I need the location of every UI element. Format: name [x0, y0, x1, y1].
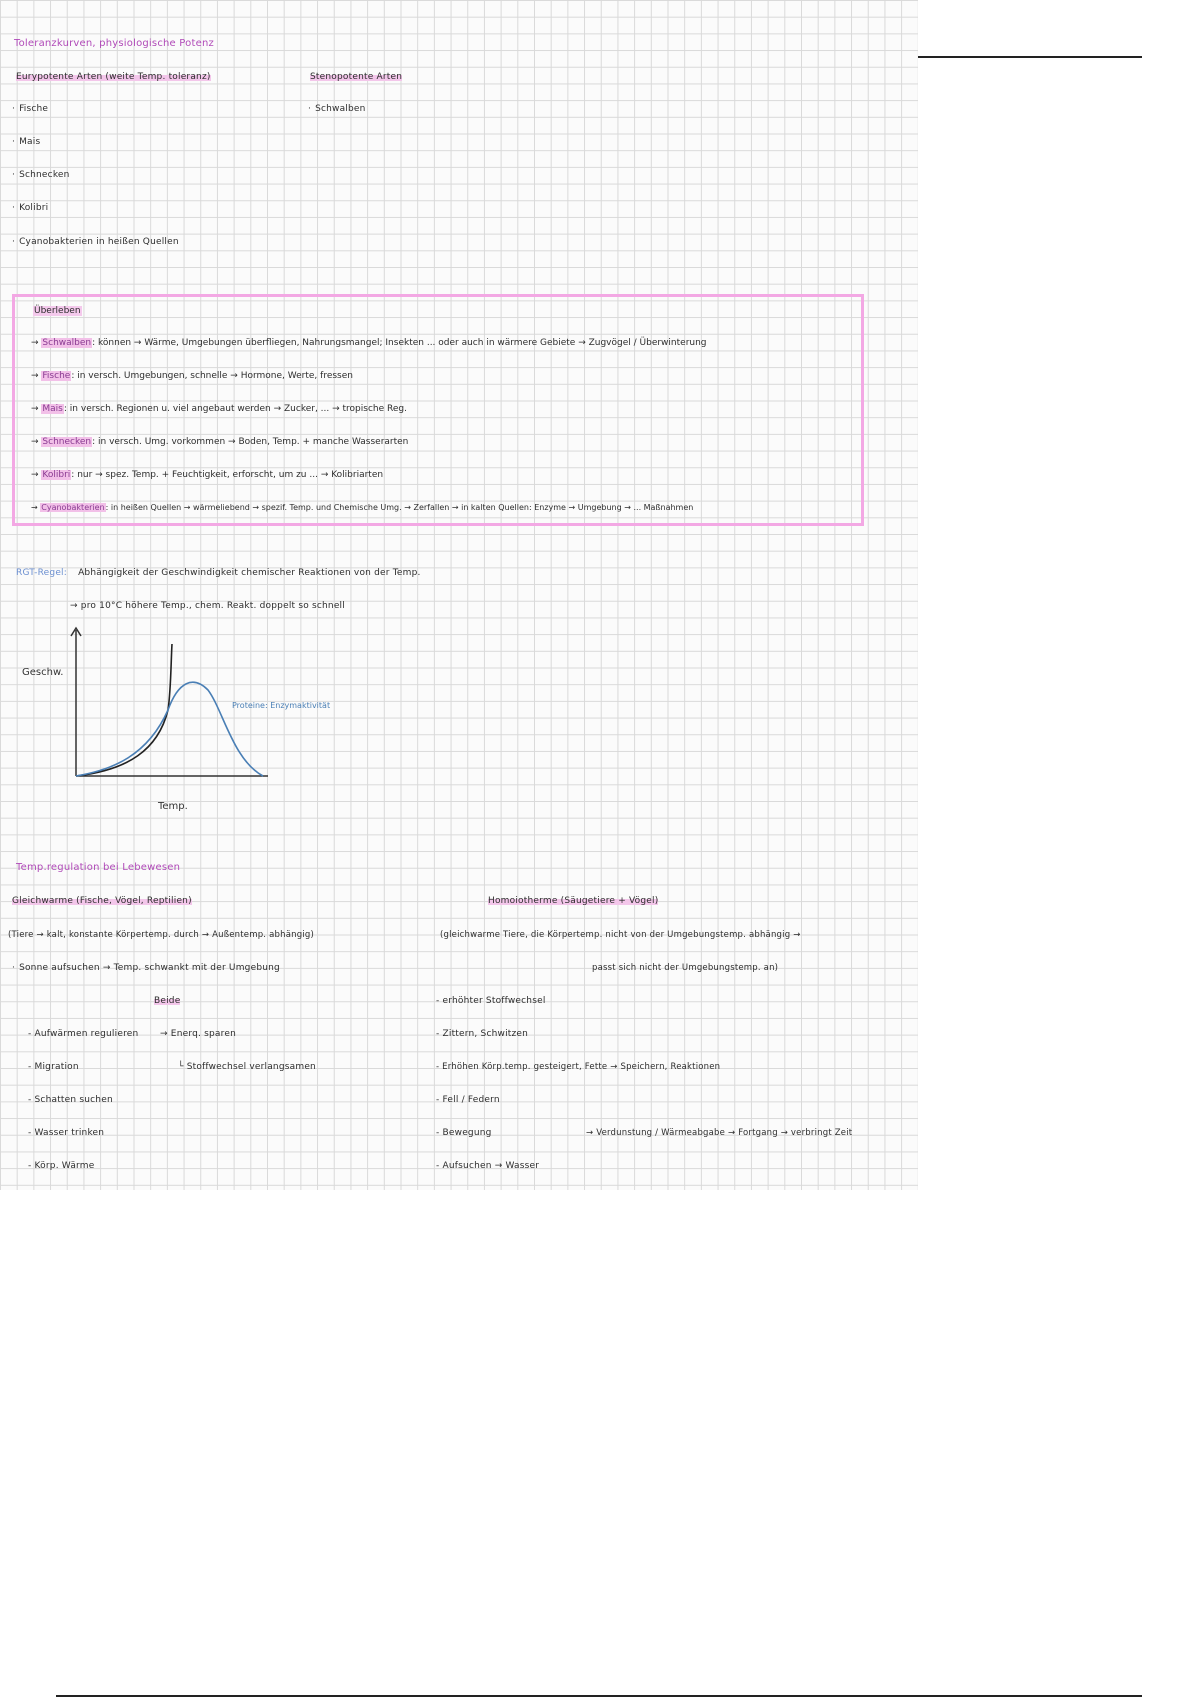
- box-line: → Kolibri: nur → spez. Temp. + Feuchtigkeit, erforscht, um zu ... → Kolibriarten: [31, 470, 384, 480]
- list-item: - Aufwärmen regulieren: [28, 1029, 139, 1039]
- thermo-right-arrow: → Verdunstung / Wärmeabgabe → Fortgang → verbringt Zeit: [586, 1128, 853, 1138]
- list-item: - Bewegung: [436, 1128, 492, 1138]
- box-key: Cyanobakterien: [41, 503, 105, 512]
- thermo-left-note: (Tiere → kalt, konstante Körpertemp. durch → Außentemp. abhängig): [8, 930, 314, 940]
- box-line: → Mais: in versch. Regionen u. viel angebaut werden → Zucker, ... → tropische Reg.: [31, 404, 407, 414]
- thermo-left-branch: └ Stoffwechsel verlangsamen: [178, 1062, 316, 1072]
- box-line: → Cyanobakterien: in heißen Quellen → wärmeliebend → spezif. Temp. und Chemische Umg. → Zerfallen → in kalten Quellen: Enzyme → Umgebung → ... Maßnahmen: [31, 503, 694, 512]
- top-rule: [918, 56, 1142, 58]
- box-key: Mais: [42, 404, 63, 414]
- list-item: - Körp. Wärme: [28, 1161, 95, 1171]
- rgt-sub: → pro 10°C höhere Temp., chem. Reakt. doppelt so schnell: [70, 601, 345, 611]
- box-text: in heißen Quellen → wärmeliebend → spezif. Temp. und Chemische Umg. → Zerfallen → in kalten Quellen: Enzyme → Umgebung → ... Maßnahmen: [110, 503, 694, 512]
- list-item: · Mais: [12, 136, 40, 148]
- list-item: - Aufsuchen → Wasser: [436, 1161, 540, 1171]
- list-item-text: Zittern, Schwitzen: [442, 1029, 529, 1039]
- list-item-text: erhöhter Stoffwechsel: [442, 996, 546, 1006]
- list-item-text: Bewegung: [442, 1128, 492, 1138]
- survival-box: [12, 294, 864, 526]
- thermo-left-branch-text: Stoffwechsel verlangsamen: [186, 1062, 316, 1072]
- right-col-heading: Stenopotente Arten: [310, 72, 403, 82]
- rgt-curve: [76, 644, 172, 776]
- list-item-text: Fell / Federn: [442, 1095, 500, 1105]
- box-heading-label: Überleben: [34, 306, 81, 316]
- box-text: nur → spez. Temp. + Feuchtigkeit, erforscht, um zu ... → Kolibriarten: [77, 470, 384, 480]
- list-item-text: Migration: [34, 1062, 79, 1072]
- box-text: in versch. Umg. vorkommen → Boden, Temp. + manche Wasserarten: [98, 437, 409, 447]
- rgt-title: RGT-Regel:: [16, 568, 67, 578]
- x-axis-label: Temp.: [158, 801, 188, 812]
- list-item: - erhöhter Stoffwechsel: [436, 996, 546, 1006]
- rgt-graph: [18, 620, 378, 820]
- list-item: - Wasser trinken: [28, 1128, 105, 1138]
- list-item-text: Aufwärmen regulieren: [34, 1029, 139, 1039]
- list-item-text: Körp. Wärme: [34, 1161, 95, 1171]
- box-text: in versch. Umgebungen, schnelle → Hormone, Werte, fressen: [77, 371, 353, 381]
- list-item: · Cyanobakterien in heißen Quellen: [12, 236, 179, 248]
- list-item: - Erhöhen Körp.temp. gesteigert, Fette → Speichern, Reaktionen: [436, 1062, 721, 1072]
- thermo-right-note: (gleichwarme Tiere, die Körpertemp. nicht von der Umgebungstemp. abhängig →: [440, 930, 801, 940]
- thermo-left-heading: Gleichwarme (Fische, Vögel, Reptilien): [12, 896, 192, 906]
- box-key: Schnecken: [42, 437, 92, 447]
- thermo-left-label: Beide: [154, 996, 181, 1006]
- thermo-left-sub: · Sonne aufsuchen → Temp. schwankt mit der Umgebung: [12, 962, 280, 974]
- list-item: · Schnecken: [12, 169, 70, 181]
- y-axis-label: Geschw.: [22, 667, 64, 678]
- list-item: - Migration: [28, 1062, 79, 1072]
- box-line: → Schwalben: können → Wärme, Umgebungen überfliegen, Nahrungsmangel; Insekten ... oder auch in wärmere Gebiete → Zugvögel / Überwinterung: [31, 338, 707, 348]
- list-item: · Kolibri: [12, 202, 48, 214]
- box-heading: [33, 305, 82, 317]
- list-item-text: Schatten suchen: [34, 1095, 113, 1105]
- box-line: → Schnecken: in versch. Umg. vorkommen → Boden, Temp. + manche Wasserarten: [31, 437, 409, 447]
- list-item: - Fell / Federn: [436, 1095, 500, 1105]
- bottom-rule: [56, 1695, 1142, 1697]
- list-item-text: Wasser trinken: [34, 1128, 105, 1138]
- list-item: - Schatten suchen: [28, 1095, 113, 1105]
- list-item-text: Erhöhen Körp.temp. gesteigert, Fette → Speichern, Reaktionen: [442, 1062, 721, 1072]
- thermo-title: Temp.regulation bei Lebewesen: [16, 862, 181, 873]
- box-key: Fische: [42, 371, 71, 381]
- list-item-text: Aufsuchen → Wasser: [442, 1161, 540, 1171]
- box-text: können → Wärme, Umgebungen überfliegen, Nahrungsmangel; Insekten ... oder auch in wärmere Gebiete → Zugvögel / Überwinterung: [98, 338, 707, 348]
- thermo-right-note2: passt sich nicht der Umgebungstemp. an): [592, 963, 779, 973]
- list-item: - Zittern, Schwitzen: [436, 1029, 529, 1039]
- box-key: Schwalben: [42, 338, 92, 348]
- box-text: in versch. Regionen u. viel angebaut werden → Zucker, ... → tropische Reg.: [69, 404, 407, 414]
- box-key: Kolibri: [42, 470, 71, 480]
- thermo-right-heading: Homoiotherme (Säugetiere + Vögel): [488, 896, 659, 906]
- rgt-text: Abhängigkeit der Geschwindigkeit chemischer Reaktionen von der Temp.: [78, 568, 421, 578]
- curve-label: Proteine: Enzymaktivität: [232, 701, 331, 710]
- thermo-left-arrow: → Enerq. sparen: [160, 1029, 236, 1039]
- box-line: → Fische: in versch. Umgebungen, schnelle → Hormone, Werte, fressen: [31, 371, 353, 381]
- list-item: · Schwalben: [308, 103, 366, 115]
- left-col-heading: Eurypotente Arten (weite Temp. toleranz): [16, 72, 211, 82]
- rgt-line: [16, 567, 421, 579]
- page-title: Toleranzkurven, physiologische Potenz: [14, 38, 214, 49]
- list-item: · Fische: [12, 103, 48, 115]
